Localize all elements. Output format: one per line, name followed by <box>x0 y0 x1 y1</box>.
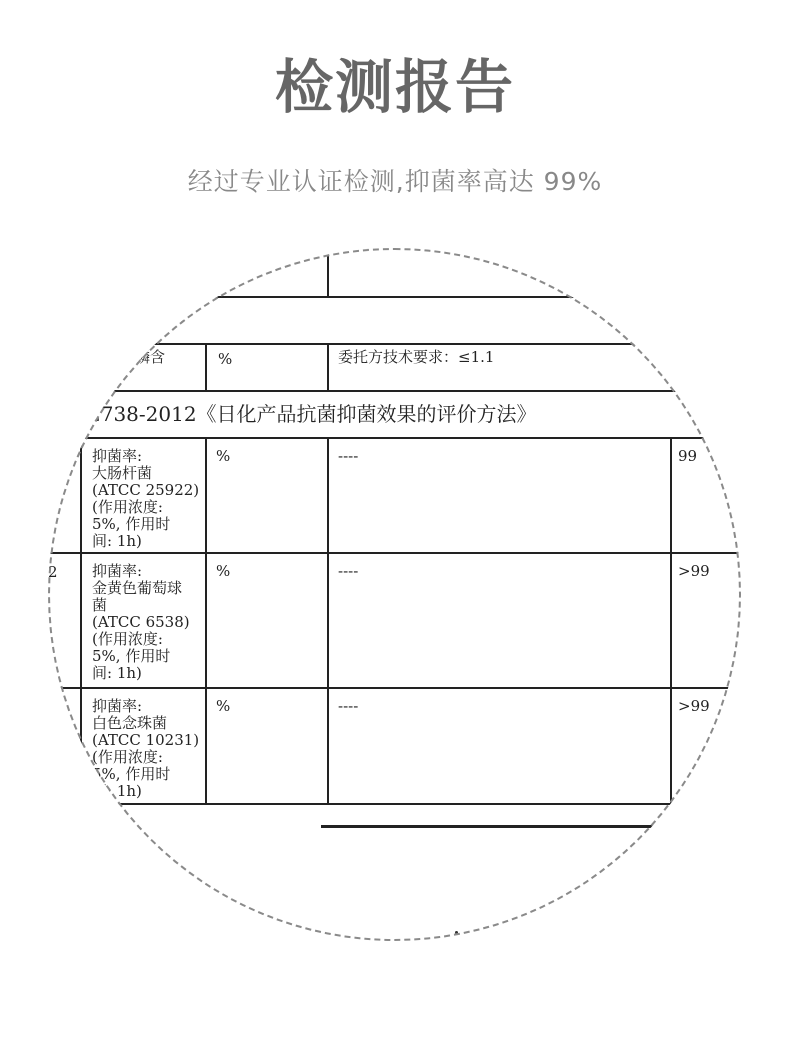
row2-item-line: 菌 <box>92 596 108 614</box>
row3-unit: % <box>216 697 231 715</box>
upper-unit: % <box>218 350 233 368</box>
row1-requirement: ---- <box>338 447 359 465</box>
row1-item-line: (ATCC 25922) <box>92 481 200 499</box>
row3-item-line: 抑菌率: <box>92 697 143 715</box>
partial-label: 求 <box>166 306 184 327</box>
row1-item-line: (作用浓度: <box>92 498 163 516</box>
row1-item-line: 间: 1h) <box>92 532 142 550</box>
row3-item-line: 白色念珠菌 <box>92 714 168 732</box>
row2-item-line: (ATCC 6538) <box>92 613 190 631</box>
row2-requirement: ---- <box>338 562 359 580</box>
row1-result: 99 <box>678 447 698 465</box>
report-document <box>48 248 741 941</box>
row2-result: >99 <box>678 562 710 580</box>
row1-item-line: 抑菌率: <box>92 447 143 465</box>
row3-item-line: (ATCC 10231) <box>92 731 200 749</box>
row1-item-line: 5%, 作用时 <box>92 515 171 533</box>
row3-item-line: (作用浓度: <box>92 748 163 766</box>
table-line <box>80 437 741 439</box>
row2-unit: % <box>216 562 231 580</box>
table-line <box>80 803 670 805</box>
page-title: 检测报告 <box>274 53 515 121</box>
table-line <box>80 437 82 805</box>
row1-unit: % <box>216 447 231 465</box>
standard-title: 2738-2012《日化产品抗菌抑菌效果的评价方法》 <box>88 402 537 426</box>
row2-item-line: 抑菌率: <box>92 562 143 580</box>
row3-result: >99 <box>678 697 710 715</box>
scan-speck <box>455 931 458 934</box>
row2-item-line: 5%, 作用时 <box>92 647 171 665</box>
table-line <box>205 437 207 805</box>
upper-requirement: 委托方技术要求：≤1.1 <box>338 348 495 366</box>
row2-item-line: (作用浓度: <box>92 630 163 648</box>
row-index: 2 <box>48 563 58 581</box>
magnifier-lens <box>48 248 741 941</box>
row3-item-line: 间: 1h) <box>92 782 142 800</box>
table-line <box>205 343 207 392</box>
table-line <box>48 390 741 392</box>
row3-item-line: 5%, 作用时 <box>92 765 171 783</box>
upper-item-name: 二磷含 <box>120 348 166 366</box>
table-line <box>48 687 741 689</box>
table-line <box>48 296 741 298</box>
row2-item-line: 金黄色葡萄球 <box>92 579 183 597</box>
page-subtitle: 经过专业认证检测,抑菌率高达 99% <box>187 167 603 196</box>
table-line <box>48 552 741 554</box>
table-line <box>327 248 329 298</box>
table-line <box>327 437 329 805</box>
table-line <box>48 343 741 345</box>
row1-item-line: 大肠杆菌 <box>92 464 153 482</box>
row3-requirement: ---- <box>338 697 359 715</box>
row2-item-line: 间: 1h) <box>92 664 142 682</box>
table-line <box>327 343 329 392</box>
table-line <box>321 825 658 828</box>
table-line <box>670 437 672 805</box>
